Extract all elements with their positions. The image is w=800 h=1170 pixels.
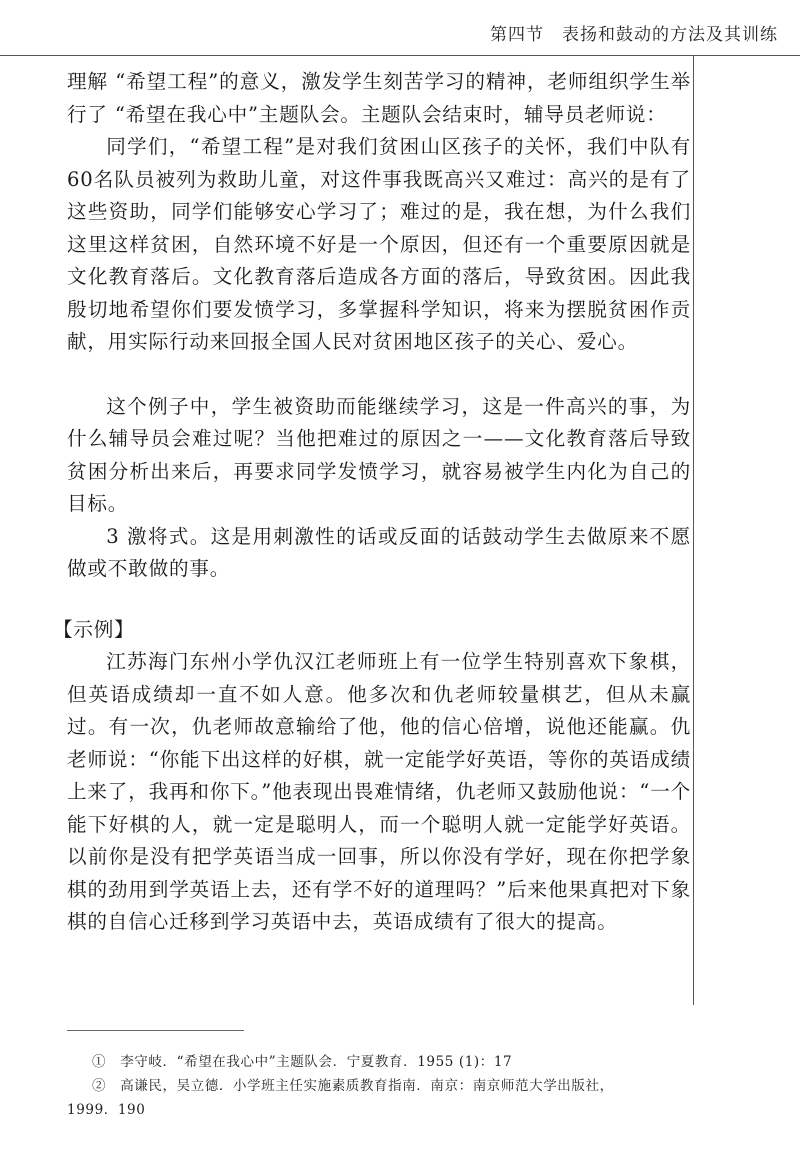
body-text bbox=[53, 66, 691, 939]
footnote-1: ① 李守岐．“希望在我心中”主题队会．宁夏教育．1955 (1)：17 bbox=[92, 1054, 513, 1070]
paragraph-example: 江苏海门东州小学仇汉江老师班上有一位学生特别喜欢下象棋，但英语成绩却一直不如人意。他多次和仇老师较量棋艺，但从未赢过。有一次，仇老师故意输给了他，他的信心倍增，说他还能赢。仇老师说：“你能下出这样的好棋，就一定能学好英语，等你的英语成绩上来了，我再和你下。”他表现出畏难情绪，仇老师又鼓励他说：“一个能下好棋的人，就一定是聪明人，而一个聪明人就一定能学好英语。以前你是没有把学英语当成一回事，所以你没有学好，现在你把学象棋的劲用到学英语上去，还有学不好的道理吗？”后来他果真把对下象棋的自信心迁移到学习英语中去，英语成绩有了很大的提高。 bbox=[67, 650, 691, 933]
header-rule bbox=[0, 55, 800, 56]
paragraph-intro: 理解 “希望工程”的意义，激发学生刻苦学习的精神，老师组织学生举行了 “希望在我心中”主题队会。主题队会结束时，辅导员老师说： bbox=[67, 70, 691, 126]
paragraph-method-3: 3 激将式。这是用刺激性的话或反面的话鼓动学生去做原来不愿做或不敢做的事。 bbox=[67, 524, 691, 580]
margin-rule bbox=[693, 55, 694, 1005]
example-label: 【示例】 bbox=[53, 617, 135, 641]
running-header: 第四节 表扬和鼓动的方法及其训练 bbox=[490, 25, 778, 45]
paragraph-analysis: 这个例子中，学生被资助而能继续学习，这是一件高兴的事，为什么辅导员会难过呢？当他把难过的原因之一——文化教育落后导致贫困分析出来后，再要求同学发愤学习，就容易被学生内化为自己的目标。 bbox=[67, 394, 691, 515]
footnote-rule bbox=[67, 1030, 244, 1031]
footnote-2: ② 高谦民，吴立德．小学班主任实施素质教育指南．南京：南京师范大学出版社， bbox=[92, 1078, 614, 1094]
footnotes bbox=[67, 1050, 691, 1122]
footnote-2-continued: 1999．190 bbox=[67, 1102, 146, 1118]
paragraph-speech: 同学们，“希望工程”是对我们贫困山区孩子的关怀，我们中队有 60名队员被列为救助儿童，对这件事我既高兴又难过：高兴的是有了这些资助，同学们能够安心学习了；难过的是，我在想，为什么我们这里这样贫困，自然环境不好是一个原因，但还有一个重要原因就是文化教育落后。文化教育落后造成各方面的落后，导致贫困。因此我殷切地希望你们要发愤学习，多掌握科学知识，将来为摆脱贫困作贡献，用实际行动来回报全国人民对贫困地区孩子的关心、爱心。 bbox=[67, 135, 691, 353]
